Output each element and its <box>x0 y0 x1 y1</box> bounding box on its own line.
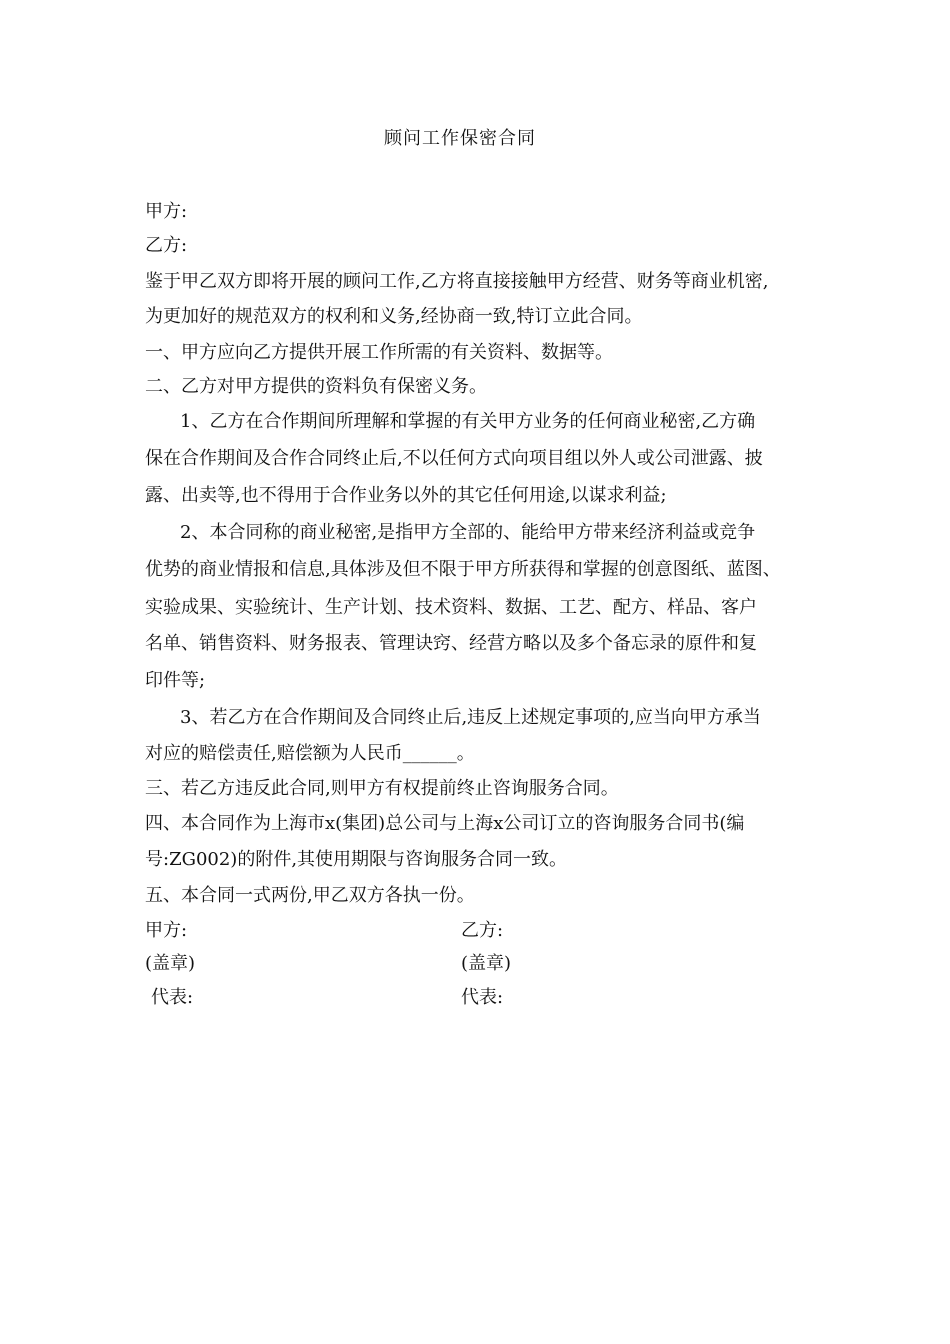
clause-4-line-2: 号:ZG002)的附件,其使用期限与咨询服务合同一致。 <box>145 849 568 870</box>
party-b-line: 乙方: <box>145 235 188 256</box>
clause-2-1-line-3: 露、出卖等,也不得用于合作业务以外的其它任何用途,以谋求利益; <box>145 485 667 506</box>
document-title: 顾问工作保密合同 <box>384 128 536 149</box>
clause-2: 二、乙方对甲方提供的资料负有保密义务。 <box>145 376 487 397</box>
clause-2-1-line-2: 保在合作期间及合作合同终止后,不以任何方式向项目组以外人或公司泄露、披 <box>145 448 763 469</box>
representative-party-a: 代表: <box>151 987 194 1008</box>
representative-party-b: 代表: <box>461 987 504 1008</box>
clause-2-2-line-2: 优势的商业情报和信息,具体涉及但不限于甲方所获得和掌握的创意图纸、蓝图、 <box>145 559 781 580</box>
seal-party-b: (盖章) <box>461 953 512 974</box>
clause-4-line-1: 四、本合同作为上海市x(集团)总公司与上海x公司订立的咨询服务合同书(编 <box>145 813 745 834</box>
preamble-line-2: 为更加好的规范双方的权利和义务,经协商一致,特订立此合同。 <box>145 306 643 327</box>
clause-3: 三、若乙方违反此合同,则甲方有权提前终止咨询服务合同。 <box>145 778 619 799</box>
clause-2-2-line-3: 实验成果、实验统计、生产计划、技术资料、数据、工艺、配方、样品、客户 <box>145 597 757 618</box>
clause-2-2-line-4: 名单、销售资料、财务报表、管理诀窍、经营方略以及多个备忘录的原件和复 <box>145 633 757 654</box>
clause-2-1-line-1: 1、乙方在合作期间所理解和掌握的有关甲方业务的任何商业秘密,乙方确 <box>180 411 756 432</box>
clause-5: 五、本合同一式两份,甲乙双方各执一份。 <box>145 885 475 906</box>
preamble-line-1: 鉴于甲乙双方即将开展的顾问工作,乙方将直接接触甲方经营、财务等商业机密, <box>145 271 769 292</box>
clause-2-3-line-1: 3、若乙方在合作期间及合同终止后,违反上述规定事项的,应当向甲方承当 <box>180 707 761 728</box>
clause-2-3-line-2: 对应的赔偿责任,赔偿额为人民币______。 <box>145 743 475 764</box>
clause-2-2-line-1: 2、本合同称的商业秘密,是指甲方全部的、能给甲方带来经济利益或竞争 <box>180 522 756 543</box>
seal-party-a: (盖章) <box>145 953 196 974</box>
signature-party-b: 乙方: <box>461 920 504 941</box>
party-a-line: 甲方: <box>145 201 188 222</box>
signature-party-a: 甲方: <box>145 920 188 941</box>
clause-2-2-line-5: 印件等; <box>145 670 206 691</box>
clause-1: 一、甲方应向乙方提供开展工作所需的有关资料、数据等。 <box>145 342 613 363</box>
